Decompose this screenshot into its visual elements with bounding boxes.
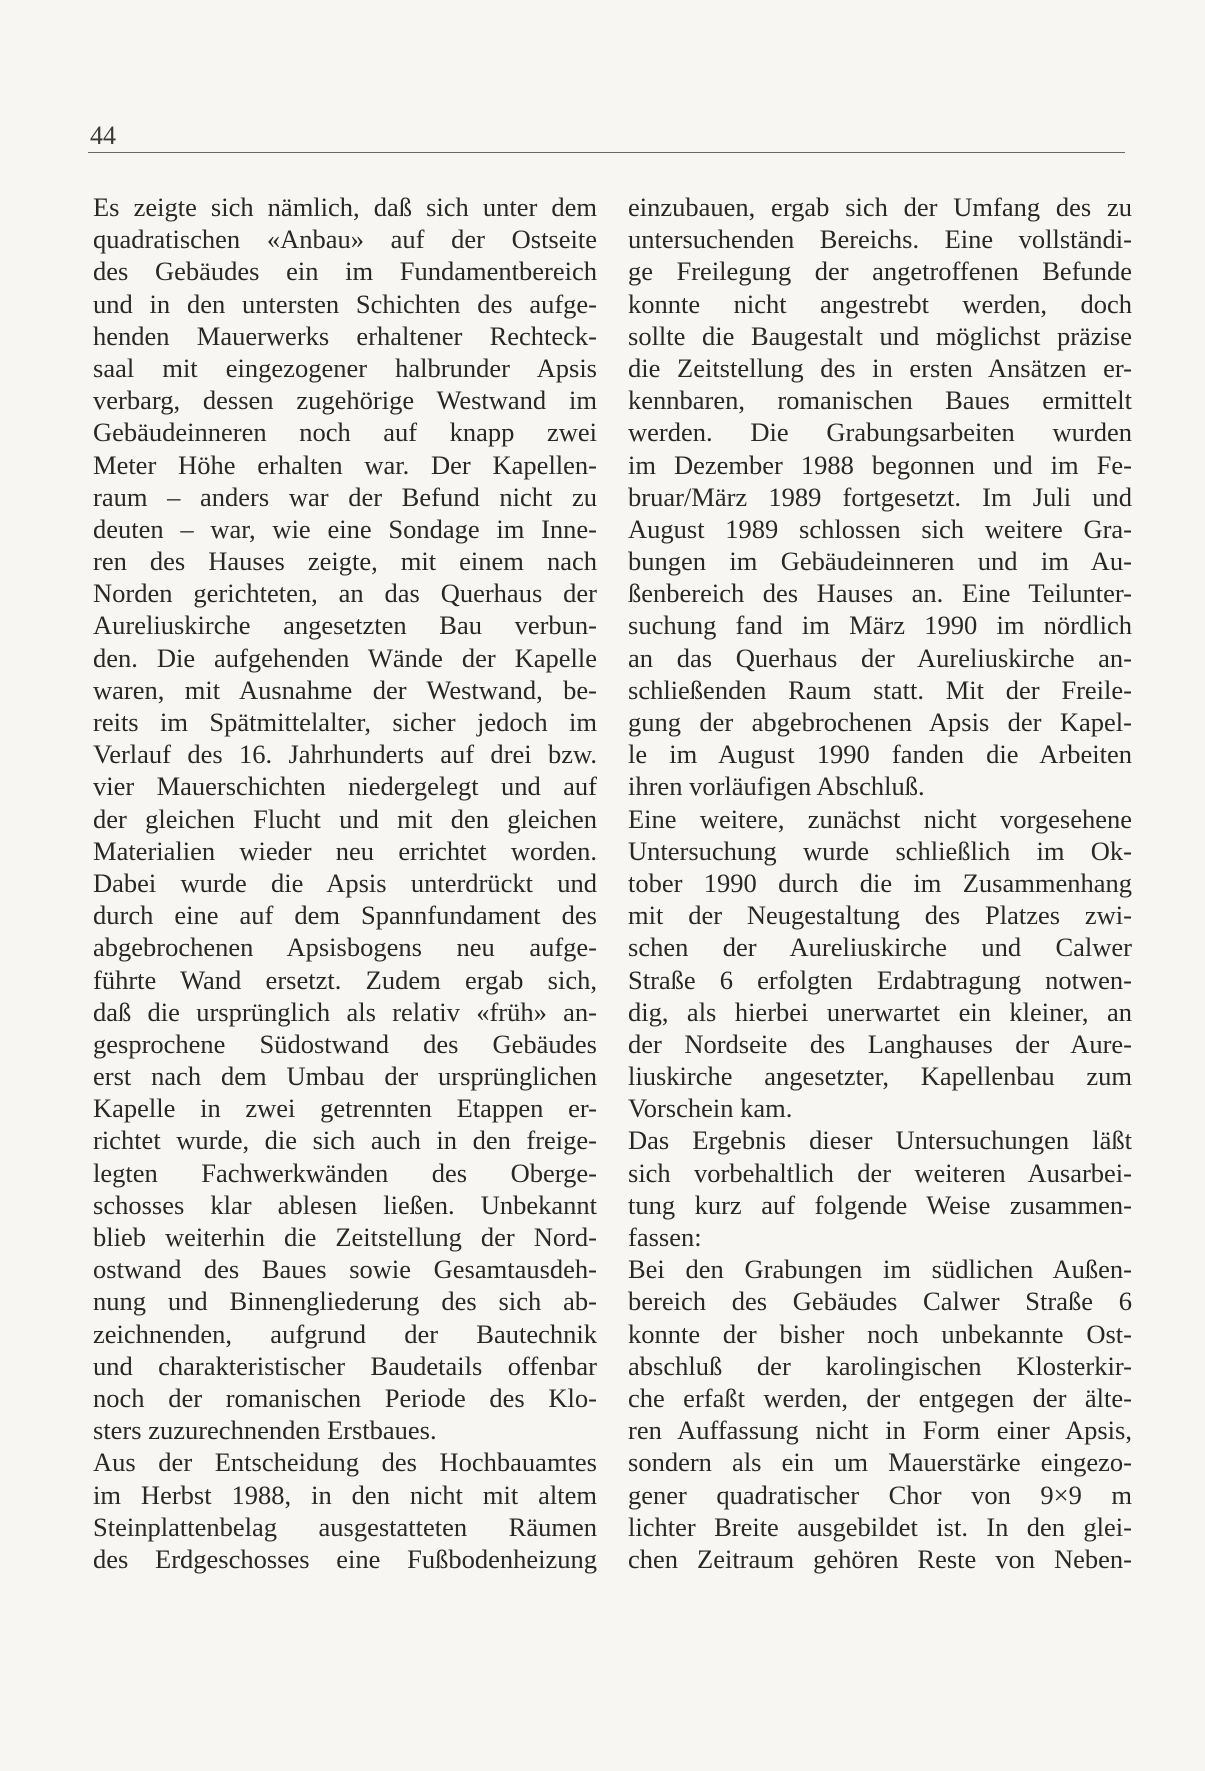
left-column-line: henden Mauerwerks erhaltener Rechteck-: [93, 320, 597, 351]
left-column-line: deuten – war, wie eine Sondage im Inne-: [93, 513, 597, 544]
right-column-line: Eine weitere, zunächst nicht vorgesehene: [628, 803, 1132, 834]
right-column-line: konnte der bisher noch unbekannte Ost-: [628, 1318, 1132, 1349]
left-column-line: des Erdgeschosses eine Fußbodenheizung: [93, 1543, 597, 1574]
left-column-line: nung und Binnengliederung des sich ab-: [93, 1286, 597, 1317]
left-column-line: erst nach dem Umbau der ursprünglichen: [93, 1061, 597, 1092]
right-column-line: bruar/März 1989 fortgesetzt. Im Juli und: [628, 481, 1132, 512]
right-column-line: einzubauen, ergab sich der Umfang des zu: [628, 192, 1132, 222]
left-column-line: raum – anders war der Befund nicht zu: [93, 481, 597, 512]
left-column-line: Aus der Entscheidung des Hochbauamtes: [93, 1447, 597, 1478]
left-column-line: des Gebäudes ein im Fundamentbereich: [93, 256, 597, 287]
left-column-line: vier Mauerschichten niedergelegt und auf: [93, 771, 597, 802]
right-column-line: ren Auffassung nicht in Form einer Apsis,: [628, 1415, 1132, 1446]
left-column-line: waren, mit Ausnahme der Westwand, be-: [93, 674, 597, 705]
right-column-line: schen der Aureliuskirche und Calwer: [628, 932, 1132, 963]
right-column-line: ihren vorläufigen Abschluß.: [628, 771, 925, 802]
left-column-line: der gleichen Flucht und mit den gleichen: [93, 803, 597, 834]
left-column-line: zeichnenden, aufgrund der Bautechnik: [93, 1318, 597, 1349]
right-column-line: im Dezember 1988 begonnen und im Fe-: [628, 449, 1132, 480]
left-column-line: gesprochene Südostwand des Gebäudes: [93, 1028, 597, 1059]
right-column-line: liuskirche angesetzter, Kapellenbau zum: [628, 1061, 1132, 1092]
right-column-line: le im August 1990 fanden die Arbeiten: [628, 739, 1132, 770]
left-column-line: reits im Spätmittelalter, sicher jedoch im: [93, 707, 597, 737]
right-column-line: gung der abgebrochenen Apsis der Kapel-: [628, 707, 1132, 737]
left-column-line: Verlauf des 16. Jahrhunderts auf drei bzw.: [93, 739, 597, 770]
right-column-line: Vorschein kam.: [628, 1093, 793, 1124]
left-column-line: im Herbst 1988, in den nicht mit altem: [93, 1479, 597, 1510]
right-column-line: Straße 6 erfolgten Erdabtragung notwen-: [628, 964, 1132, 995]
left-column: [93, 191, 597, 1575]
right-column-line: Bei den Grabungen im südlichen Außen-: [628, 1254, 1132, 1285]
right-column-line: ge Freilegung der angetroffenen Befunde: [628, 256, 1132, 287]
page-number: 44: [90, 121, 116, 150]
right-column: [628, 191, 1132, 1575]
right-column-line: ßenbereich des Hauses an. Eine Teilunter-: [628, 578, 1132, 609]
left-column-line: Dabei wurde die Apsis unterdrückt und: [93, 867, 597, 898]
left-column-line: ren des Hauses zeigte, mit einem nach: [93, 546, 597, 577]
right-column-line: dig, als hierbei unerwartet ein kleiner, an: [628, 996, 1132, 1027]
right-column-line: untersuchenden Bereichs. Eine vollständi-: [628, 224, 1132, 255]
left-column-line: blieb weiterhin die Zeitstellung der Nord-: [93, 1222, 597, 1252]
right-column-line: tung kurz auf folgende Weise zusammen-: [628, 1189, 1132, 1220]
right-column-line: mit der Neugestaltung des Platzes zwi-: [628, 900, 1132, 931]
left-column-line: Es zeigte sich nämlich, daß sich unter dem: [93, 192, 597, 222]
left-column-line: sters zuzurechnenden Erstbaues.: [93, 1415, 437, 1446]
left-column-line: daß die ursprünglich als relativ «früh» an-: [93, 996, 597, 1027]
right-column-line: fassen:: [628, 1222, 702, 1252]
right-column-line: werden. Die Grabungsarbeiten wurden: [628, 417, 1132, 448]
right-column-line: chen Zeitraum gehören Reste von Neben-: [628, 1543, 1132, 1574]
left-column-line: schosses klar ablesen ließen. Unbekannt: [93, 1189, 597, 1220]
left-column-line: und charakteristischer Baudetails offenbar: [93, 1350, 597, 1381]
left-column-line: führte Wand ersetzt. Zudem ergab sich,: [93, 964, 597, 995]
right-column-line: bereich des Gebäudes Calwer Straße 6: [628, 1286, 1132, 1317]
left-column-line: Gebäudeinneren noch auf knapp zwei: [93, 417, 597, 448]
left-column-line: noch der romanischen Periode des Klo-: [93, 1382, 597, 1413]
right-column-line: sich vorbehaltlich der weiteren Ausarbei-: [628, 1157, 1132, 1188]
right-column-line: die Zeitstellung des in ersten Ansätzen er-: [628, 352, 1132, 383]
right-column-line: suchung fand im März 1990 im nördlich: [628, 610, 1132, 641]
left-column-line: durch eine auf dem Spannfundament des: [93, 900, 597, 931]
right-column-line: an das Querhaus der Aureliuskirche an-: [628, 642, 1132, 673]
header-rule: [88, 152, 1125, 153]
right-column-line: August 1989 schlossen sich weitere Gra-: [628, 513, 1132, 544]
left-column-line: saal mit eingezogener halbrunder Apsis: [93, 352, 597, 383]
left-column-line: abgebrochenen Apsisbogens neu aufge-: [93, 932, 597, 963]
right-column-line: bungen im Gebäudeinneren und im Au-: [628, 546, 1132, 577]
left-column-line: Kapelle in zwei getrennten Etappen er-: [93, 1093, 597, 1124]
right-column-line: schließenden Raum statt. Mit der Freile-: [628, 674, 1132, 705]
left-column-line: und in den untersten Schichten des aufge-: [93, 288, 597, 319]
left-column-line: legten Fachwerkwänden des Oberge-: [93, 1157, 597, 1188]
left-column-line: ostwand des Baues sowie Gesamtausdeh-: [93, 1254, 597, 1285]
right-column-line: sollte die Baugestalt und möglichst präzise: [628, 320, 1132, 351]
right-column-line: Das Ergebnis dieser Untersuchungen läßt: [628, 1125, 1132, 1156]
right-column-line: tober 1990 durch die im Zusammenhang: [628, 867, 1132, 898]
right-column-line: gener quadratischer Chor von 9×9 m: [628, 1479, 1132, 1510]
left-column-line: Materialien wieder neu errichtet worden.: [93, 835, 597, 866]
left-column-line: verbarg, dessen zugehörige Westwand im: [93, 385, 597, 416]
right-column-line: abschluß der karolingischen Klosterkir-: [628, 1350, 1132, 1381]
right-column-line: Untersuchung wurde schließlich im Ok-: [628, 835, 1132, 866]
right-column-line: sondern als ein um Mauerstärke eingezo-: [628, 1447, 1132, 1478]
right-column-line: che erfaßt werden, der entgegen der älte-: [628, 1382, 1132, 1413]
left-column-line: quadratischen «Anbau» auf der Ostseite: [93, 224, 597, 255]
left-column-line: Steinplattenbelag ausgestatteten Räumen: [93, 1511, 597, 1542]
right-column-line: konnte nicht angestrebt werden, doch: [628, 288, 1132, 319]
left-column-line: Norden gerichteten, an das Querhaus der: [93, 578, 597, 609]
left-column-line: richtet wurde, die sich auch in den freige-: [93, 1125, 597, 1156]
right-column-line: kennbaren, romanischen Baues ermittelt: [628, 385, 1132, 416]
left-column-line: Aureliuskirche angesetzten Bau verbun-: [93, 610, 597, 641]
right-column-line: der Nordseite des Langhauses der Aure-: [628, 1028, 1132, 1059]
left-column-line: den. Die aufgehenden Wände der Kapelle: [93, 642, 597, 673]
left-column-line: Meter Höhe erhalten war. Der Kapellen-: [93, 449, 597, 480]
right-column-line: lichter Breite ausgebildet ist. In den glei-: [628, 1511, 1132, 1542]
